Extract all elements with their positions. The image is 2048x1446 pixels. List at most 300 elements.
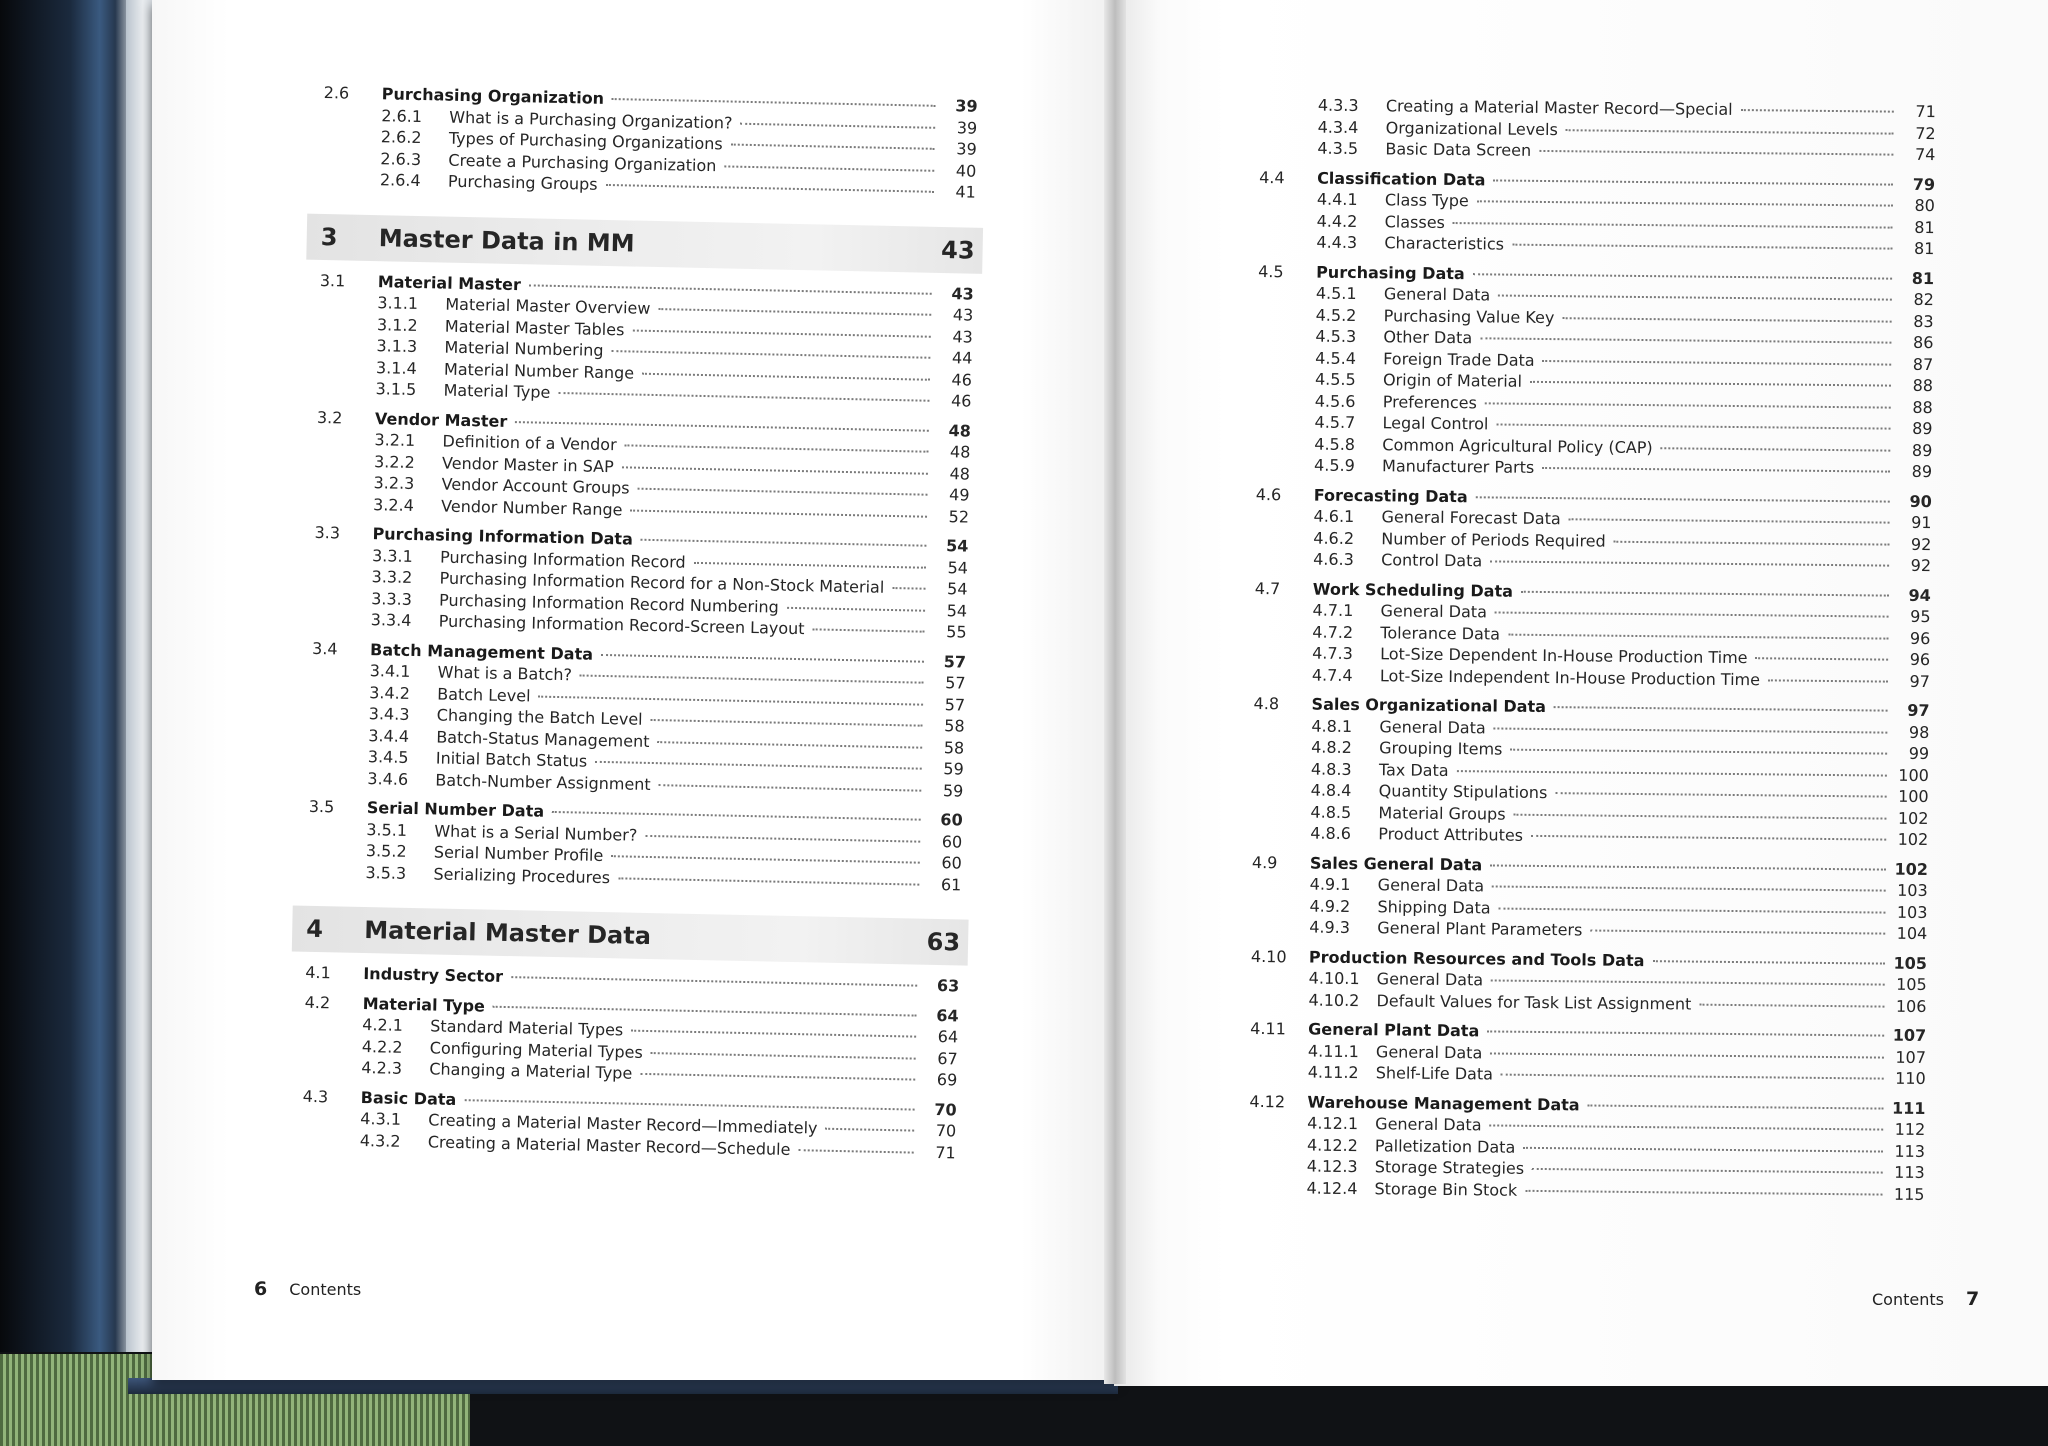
entry-title: Legal Control — [1382, 413, 1489, 434]
entry-title: Storage Strategies — [1374, 1157, 1525, 1178]
dot-leader — [642, 368, 930, 380]
entry-title: Batch-Status Management — [436, 726, 650, 751]
entry-title: Warehouse Management Data — [1307, 1092, 1580, 1114]
book-cover-edge — [126, 0, 154, 1390]
dot-leader — [1756, 653, 1889, 660]
dot-leader — [813, 624, 925, 632]
dot-leader — [1490, 1048, 1884, 1058]
entry-number: 4.11.1 — [1307, 1041, 1359, 1061]
entry-page: 111 — [1891, 1098, 1926, 1118]
entry-title: Industry Sector — [363, 964, 504, 986]
dot-leader — [1510, 745, 1887, 755]
entry-title: Vendor Account Groups — [441, 474, 630, 498]
entry-title: Purchasing Information Record for a Non-Stock Material — [439, 568, 885, 597]
entry-title: Organizational Levels — [1385, 117, 1558, 139]
book-cover-bottom-edge — [128, 1378, 1118, 1394]
dot-leader — [1495, 607, 1889, 617]
entry-page: 107 — [1892, 1025, 1927, 1046]
entry-title: Class Type — [1384, 190, 1469, 211]
entry-title: Batch Management Data — [369, 639, 594, 664]
entry-page: 39 — [956, 139, 977, 159]
entry-title: Origin of Material — [1382, 370, 1523, 391]
entry-page: 89 — [1911, 440, 1933, 460]
dot-leader — [1569, 514, 1890, 523]
book-gutter — [1104, 0, 1126, 1384]
entry-page: 113 — [1894, 1162, 1925, 1183]
dot-leader — [538, 691, 923, 705]
entry-page: 54 — [946, 600, 968, 621]
entry-title: General Data — [1375, 1041, 1483, 1062]
entry-number: 4.10.1 — [1308, 968, 1360, 989]
dot-leader — [651, 1048, 916, 1060]
entry-title: Work Scheduling Data — [1312, 579, 1514, 601]
entry-page: 94 — [1908, 585, 1931, 605]
entry-number: 2.6.1 — [381, 105, 423, 126]
entry-title: Default Values for Task List Assignment — [1376, 990, 1692, 1014]
dot-leader — [631, 1026, 916, 1038]
entry-number: 4.8.1 — [1311, 716, 1353, 736]
entry-title: Initial Batch Status — [435, 748, 588, 771]
entry-page: 39 — [955, 96, 978, 116]
dot-leader — [601, 649, 924, 662]
entry-page: 48 — [949, 442, 971, 462]
dot-leader — [595, 757, 922, 770]
dot-leader — [1453, 218, 1893, 229]
entry-number: 4.5.6 — [1314, 391, 1356, 411]
entry-title: Material Numbering — [444, 337, 604, 360]
entry-title: Purchasing Information Data — [372, 524, 634, 549]
entry-title: Number of Periods Required — [1381, 528, 1606, 551]
entry-page: 95 — [1910, 606, 1931, 627]
entry-page: 82 — [1913, 289, 1934, 310]
entry-page: 89 — [1912, 418, 1933, 439]
dot-leader — [1539, 146, 1893, 156]
entry-title: Sales General Data — [1309, 853, 1483, 874]
entry-title: Creating a Material Master Record—Schedule — [427, 1131, 791, 1159]
chapter-heading — [306, 213, 983, 273]
entry-number: 4.5.1 — [1315, 283, 1357, 304]
entry-page: 81 — [1911, 268, 1935, 288]
entry-title: Batch Level — [437, 684, 531, 705]
dot-leader — [558, 388, 929, 402]
dot-leader — [1501, 1070, 1884, 1080]
entry-number: 3.1 — [319, 270, 346, 290]
entry-title: Basic Data — [360, 1087, 457, 1109]
dot-leader — [641, 535, 927, 547]
entry-title: General Data — [1375, 1114, 1482, 1135]
dot-leader — [618, 873, 919, 885]
dot-leader — [606, 180, 934, 193]
entry-page: 44 — [951, 348, 973, 368]
entry-page: 67 — [937, 1048, 958, 1068]
entry-number: 4.1 — [305, 962, 331, 983]
dot-leader — [1493, 175, 1893, 185]
entry-page: 105 — [1896, 974, 1927, 995]
entry-title: Tolerance Data — [1380, 622, 1501, 644]
entry-page: 96 — [1909, 649, 1931, 670]
entry-page: 48 — [948, 420, 972, 441]
dot-leader — [1588, 1100, 1884, 1109]
dot-leader — [787, 602, 925, 611]
dot-leader — [1543, 355, 1892, 365]
entry-title: Vendor Number Range — [440, 496, 623, 519]
entry-page: 74 — [1914, 144, 1936, 165]
entry-number: 3.3 — [314, 522, 341, 543]
dot-leader — [1652, 956, 1885, 964]
entry-title: What is a Batch? — [437, 662, 573, 685]
entry-number: 4.5.4 — [1315, 348, 1357, 368]
entry-title: Palletization Data — [1374, 1135, 1516, 1157]
entry-title: Purchasing Organization — [381, 84, 605, 108]
dot-leader — [1532, 1164, 1883, 1174]
entry-number: 4.3.2 — [359, 1130, 401, 1151]
entry-page: 107 — [1895, 1047, 1927, 1067]
entry-page: 64 — [936, 1005, 959, 1025]
entry-page: 54 — [946, 579, 968, 599]
dot-leader — [1514, 809, 1887, 819]
entry-title: Purchasing Information Record Numbering — [438, 590, 780, 617]
entry-number: 3.2.4 — [372, 494, 415, 515]
dot-leader — [1521, 586, 1889, 596]
entry-page: 72 — [1915, 123, 1936, 143]
dot-leader — [724, 161, 934, 171]
dot-leader — [630, 505, 927, 517]
entry-title: General Forecast Data — [1381, 507, 1561, 529]
entry-title: General Plant Parameters — [1377, 918, 1583, 940]
entry-page: 54 — [945, 536, 969, 556]
dot-leader — [1554, 702, 1888, 711]
entry-title: Definition of a Vendor — [442, 431, 617, 455]
right-page-footer — [1872, 1288, 1979, 1310]
left-page-footer — [254, 1278, 361, 1300]
dot-leader — [1699, 999, 1884, 1007]
entry-number: 3.5 — [308, 796, 335, 817]
toc-section-entry — [305, 962, 959, 997]
left-page-toc — [302, 82, 978, 1163]
entry-title: General Data — [1380, 601, 1488, 622]
running-footer-label: Contents — [1872, 1290, 1944, 1309]
chapter-title: Material Master Data — [363, 916, 652, 951]
entry-page: 90 — [1909, 491, 1932, 511]
entry-number: 4.11 — [1250, 1018, 1286, 1039]
entry-page: 100 — [1898, 786, 1929, 807]
entry-number: 4.7.4 — [1311, 665, 1353, 685]
entry-number: 4.4.2 — [1316, 211, 1358, 231]
dot-leader — [731, 140, 935, 150]
dot-leader — [1491, 975, 1885, 985]
entry-title: Changing a Material Type — [429, 1059, 633, 1083]
entry-page: 102 — [1897, 808, 1929, 828]
entry-number: 4.11.2 — [1307, 1062, 1359, 1083]
dot-leader — [612, 346, 931, 359]
entry-number: 4.9.1 — [1309, 874, 1351, 894]
chapter-heading — [292, 906, 969, 966]
entry-number: 4.7.2 — [1312, 622, 1354, 642]
entry-number: 2.6 — [323, 82, 350, 103]
entry-title: General Data — [1377, 875, 1485, 896]
entry-page: 97 — [1907, 700, 1930, 721]
entry-number: 3.5.2 — [365, 841, 407, 861]
entry-number: 4.5.8 — [1314, 434, 1356, 454]
dot-leader — [1480, 333, 1891, 343]
entry-title: Forecasting Data — [1313, 485, 1468, 506]
entry-page: 59 — [942, 780, 964, 801]
chapter-number: 3 — [320, 222, 338, 251]
entry-page: 105 — [1893, 953, 1928, 973]
entry-number: 4.3.3 — [1317, 95, 1359, 116]
entry-page: 61 — [940, 874, 962, 895]
entry-page: 46 — [950, 391, 972, 411]
chapter-page: 63 — [926, 927, 961, 957]
entry-title: Serializing Procedures — [433, 863, 611, 887]
entry-page: 113 — [1894, 1141, 1926, 1161]
entry-number: 3.3.3 — [371, 588, 413, 609]
dot-leader — [694, 557, 926, 568]
entry-page: 71 — [935, 1142, 956, 1162]
entry-page: 110 — [1895, 1068, 1926, 1089]
dot-leader — [1508, 629, 1888, 639]
running-footer-label: Contents — [289, 1280, 362, 1299]
dot-leader — [493, 1001, 917, 1016]
entry-page: 104 — [1896, 923, 1928, 944]
entry-page: 52 — [948, 506, 970, 527]
entry-number: 3.2.1 — [374, 430, 416, 450]
entry-title: Other Data — [1383, 327, 1473, 348]
entry-page: 83 — [1913, 311, 1934, 331]
entry-page: 81 — [1913, 238, 1935, 259]
entry-number: 4.8.6 — [1310, 823, 1352, 843]
entry-page: 103 — [1896, 902, 1928, 922]
entry-title: Material Number Range — [443, 359, 635, 383]
entry-title: Vendor Master in SAP — [441, 453, 614, 476]
dot-leader — [1523, 1142, 1883, 1152]
dot-leader — [1477, 196, 1893, 206]
entry-page: 60 — [941, 853, 962, 873]
entry-number: 2.6.3 — [380, 148, 422, 169]
right-page-toc — [1248, 94, 1936, 1205]
entry-page: 70 — [935, 1121, 957, 1141]
entry-title: Purchasing Information Record-Screen Layout — [438, 611, 805, 639]
entry-number: 4.3.1 — [360, 1108, 402, 1129]
entry-page: 70 — [934, 1099, 957, 1119]
entry-page: 97 — [1909, 671, 1930, 691]
dot-leader — [611, 851, 920, 863]
dot-leader — [640, 1069, 915, 1081]
entry-number: 4.10 — [1250, 946, 1287, 966]
dot-leader — [645, 830, 920, 842]
entry-number: 3.2.3 — [373, 473, 415, 493]
page-number: 7 — [1965, 1288, 1980, 1310]
dot-leader — [741, 118, 936, 128]
entry-number: 4.3 — [302, 1086, 329, 1106]
entry-number: 4.9.3 — [1309, 917, 1351, 937]
entry-page: 96 — [1909, 628, 1931, 648]
entry-number: 4.7.3 — [1312, 643, 1353, 664]
entry-title: Purchasing Data — [1316, 262, 1465, 283]
chapter-number: 4 — [305, 914, 324, 944]
entry-title: Material Groups — [1378, 802, 1506, 824]
entry-title: Storage Bin Stock — [1374, 1178, 1518, 1200]
dot-leader — [1531, 831, 1886, 841]
dot-leader — [1457, 766, 1887, 777]
entry-number: 4.7 — [1254, 578, 1281, 598]
entry-page: 98 — [1908, 722, 1930, 742]
entry-page: 39 — [956, 117, 978, 138]
entry-page: 43 — [951, 283, 974, 304]
entry-number: 3.2.2 — [373, 451, 415, 472]
dot-leader — [515, 417, 929, 432]
dot-leader — [1555, 788, 1886, 797]
entry-page: 58 — [943, 737, 965, 758]
entry-title: Material Type — [443, 380, 551, 402]
entry-number: 4.2.2 — [361, 1036, 403, 1057]
entry-number: 3.1.1 — [377, 293, 419, 314]
entry-title: Preferences — [1382, 391, 1477, 412]
entry-page: 87 — [1912, 354, 1934, 374]
dot-leader — [632, 325, 931, 337]
entry-page: 81 — [1914, 217, 1935, 237]
dot-leader — [625, 440, 929, 452]
entry-title: Shipping Data — [1377, 896, 1491, 917]
entry-title: What is a Serial Number? — [434, 820, 638, 845]
entry-title: Material Type — [362, 993, 486, 1016]
entry-title: Classification Data — [1317, 168, 1486, 189]
entry-page: 86 — [1912, 332, 1934, 353]
entry-title: Purchasing Information Record — [439, 547, 686, 572]
entry-title: Manufacturer Parts — [1382, 456, 1535, 477]
entry-page: 103 — [1897, 880, 1928, 901]
dot-leader — [1485, 398, 1891, 408]
entry-page: 60 — [941, 831, 963, 852]
entry-number: 4.12.2 — [1306, 1135, 1358, 1155]
entry-number: 4.5.2 — [1315, 305, 1357, 325]
dot-leader — [1498, 291, 1892, 301]
entry-number: 4.4.1 — [1316, 189, 1358, 210]
entry-number: 3.4.6 — [367, 768, 409, 789]
entry-title: General Plant Data — [1308, 1019, 1480, 1041]
entry-page: 63 — [936, 976, 960, 996]
entry-title: What is a Purchasing Organization? — [449, 107, 733, 133]
entry-number: 4.6.1 — [1313, 506, 1355, 527]
entry-number: 3.4.3 — [368, 704, 410, 724]
entry-number: 4.4 — [1259, 167, 1285, 187]
entry-page: 59 — [943, 759, 964, 779]
dot-leader — [1530, 377, 1891, 387]
entry-number: 4.6.2 — [1313, 528, 1355, 548]
entry-number: 3.1.4 — [375, 357, 417, 378]
dot-leader — [1487, 1026, 1884, 1036]
entry-title: Grouping Items — [1379, 738, 1503, 759]
entry-title: Creating a Material Master Record—Immediately — [428, 1110, 818, 1138]
entry-title: Tax Data — [1378, 759, 1449, 780]
entry-title: Configuring Material Types — [429, 1037, 644, 1062]
entry-number: 4.9 — [1251, 852, 1278, 872]
dot-leader — [464, 1095, 914, 1110]
entry-page: 99 — [1908, 743, 1930, 764]
dot-leader — [1473, 269, 1892, 279]
entry-page: 71 — [1915, 101, 1936, 122]
entry-title: Quantity Stipulations — [1378, 781, 1548, 803]
entry-title: General Data — [1376, 969, 1484, 990]
dot-leader — [580, 670, 924, 683]
dot-leader — [638, 484, 928, 496]
entry-page: 115 — [1893, 1184, 1925, 1204]
entry-number: 4.10.2 — [1308, 990, 1360, 1010]
dot-leader — [1741, 105, 1894, 113]
entry-page: 102 — [1894, 859, 1929, 879]
entry-number: 3.4 — [311, 638, 338, 658]
entry-number: 4.8 — [1253, 693, 1280, 714]
entry-title: Basic Data Screen — [1385, 139, 1532, 160]
entry-page: 57 — [944, 694, 966, 715]
dot-leader — [1490, 1120, 1884, 1130]
entry-title: Create a Purchasing Organization — [448, 150, 717, 175]
entry-page: 88 — [1912, 397, 1933, 417]
background-left — [0, 0, 128, 1446]
entry-number: 4.5 — [1258, 261, 1284, 281]
entry-title: General Data — [1383, 284, 1491, 305]
entry-page: 92 — [1910, 555, 1932, 576]
entry-page: 43 — [952, 305, 974, 325]
entry-page: 40 — [955, 160, 977, 181]
dot-leader — [1566, 125, 1894, 134]
entry-title: Lot-Size Independent In-House Production Time — [1379, 665, 1761, 689]
entry-title: Standard Material Types — [430, 1016, 624, 1040]
entry-title: Purchasing Groups — [447, 171, 598, 194]
entry-number: 4.5.7 — [1314, 412, 1356, 433]
entry-number: 4.5.9 — [1314, 455, 1355, 476]
dot-leader — [651, 715, 923, 727]
entry-title: Sales Organizational Data — [1311, 694, 1547, 717]
entry-title: Material Master Tables — [444, 316, 625, 339]
entry-number: 4.5.3 — [1315, 326, 1357, 347]
entry-number: 3.2 — [316, 407, 343, 427]
entry-number: 3.1.5 — [375, 379, 417, 399]
entry-title: Changing the Batch Level — [436, 705, 643, 729]
entry-number: 4.2.1 — [362, 1015, 404, 1035]
entry-title: Lot-Size Dependent In-House Production Time — [1380, 644, 1748, 668]
entry-page: 58 — [944, 716, 965, 736]
entry-page: 41 — [955, 182, 977, 202]
entry-number: 4.9.2 — [1309, 896, 1351, 916]
dot-leader — [657, 737, 922, 749]
entry-page: 112 — [1894, 1119, 1926, 1140]
dot-leader — [1768, 675, 1888, 682]
dot-leader — [1499, 903, 1886, 913]
entry-number: 4.5.5 — [1314, 369, 1356, 390]
entry-number: 4.8.3 — [1310, 759, 1352, 779]
entry-number: 4.12.1 — [1307, 1113, 1359, 1134]
entry-number: 3.5.3 — [365, 862, 407, 883]
entry-number: 3.4.5 — [367, 747, 409, 767]
dot-leader — [1590, 926, 1885, 935]
entry-page: 49 — [948, 485, 970, 505]
dot-leader — [659, 780, 922, 791]
entry-page: 91 — [1911, 512, 1932, 533]
entry-page: 54 — [947, 557, 969, 578]
entry-number: 4.12.3 — [1306, 1156, 1358, 1177]
entry-title: Product Attributes — [1378, 824, 1524, 845]
entry-number: 3.1.3 — [376, 336, 418, 357]
entry-title: Common Agricultural Policy (CAP) — [1382, 434, 1653, 457]
dot-leader — [1492, 881, 1886, 891]
entry-page: 48 — [949, 463, 971, 484]
entry-number: 4.6.3 — [1313, 549, 1354, 570]
dot-leader — [1512, 240, 1892, 250]
dot-leader — [1494, 723, 1888, 733]
entry-title: Control Data — [1381, 550, 1483, 571]
entry-number: 4.12 — [1249, 1091, 1286, 1111]
